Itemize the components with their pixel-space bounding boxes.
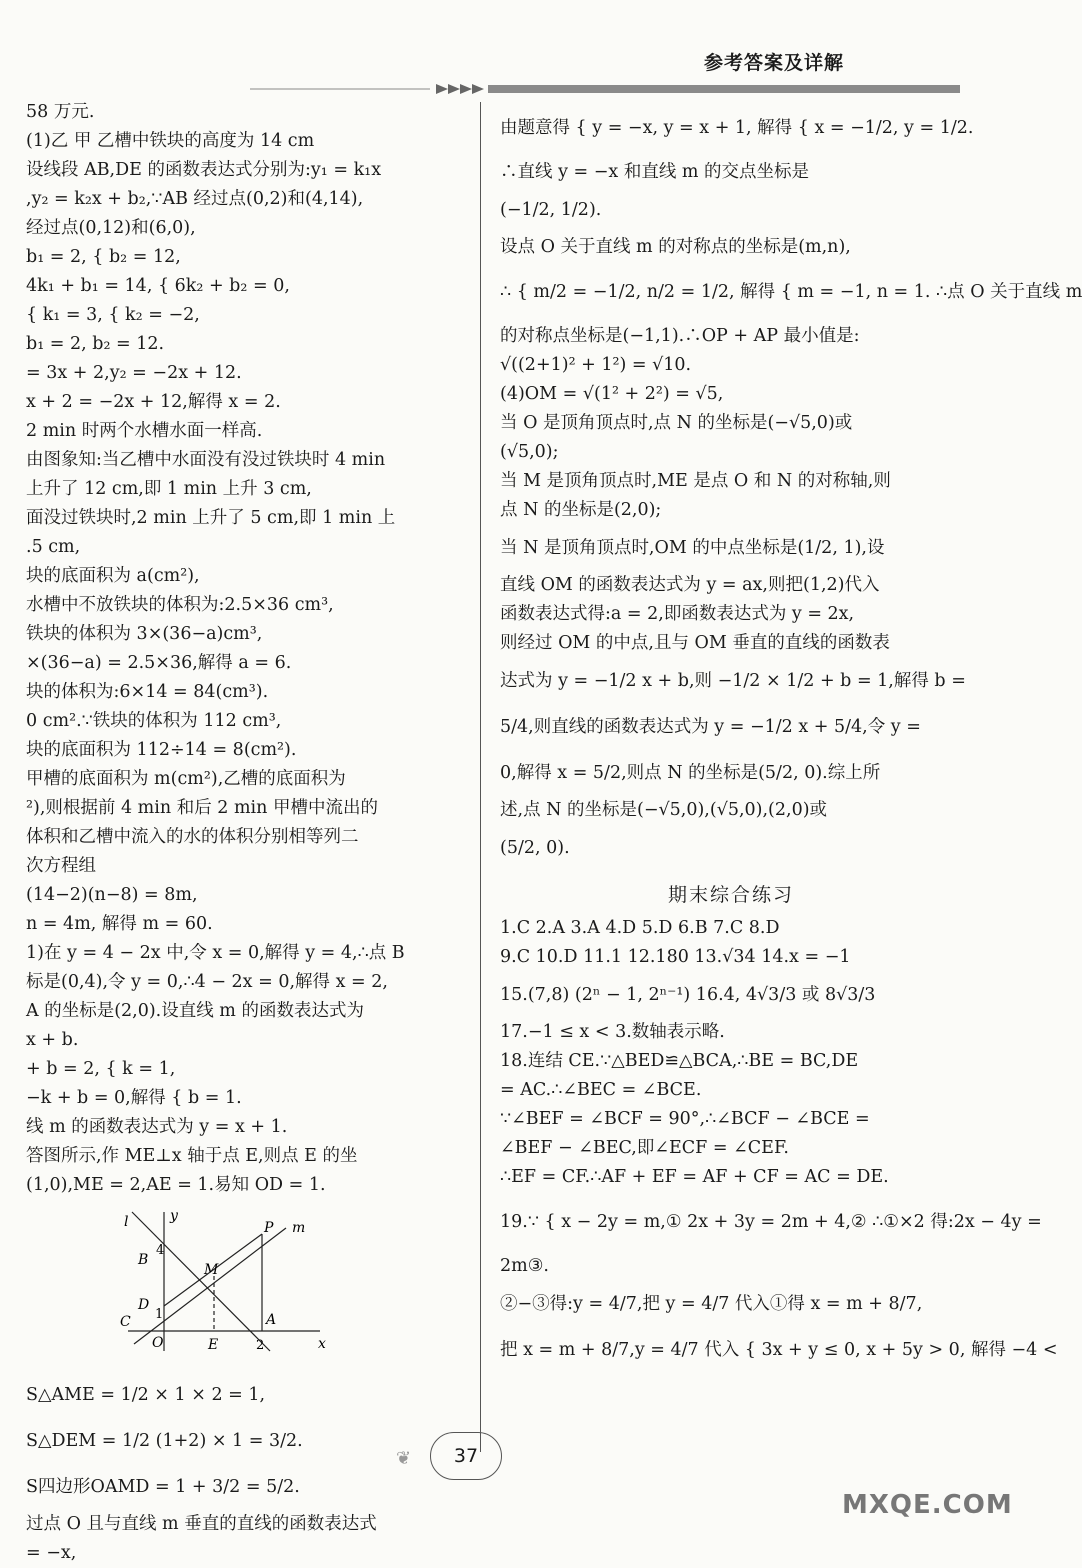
- left-lines-line: 1)在 y = 4 − 2x 中,令 x = 0,解得 y = 4,∴点 B: [26, 943, 405, 963]
- graph-label-o: O: [152, 1335, 164, 1351]
- header-decorative-rule: [250, 82, 960, 96]
- right-lines-line: 直线 OM 的函数表达式为 y = ax,则把(1,2)代入: [500, 575, 880, 595]
- right-lines-line: 函数表达式得:a = 2,即函数表达式为 y = 2x,: [500, 604, 855, 624]
- graph-label-p: P: [264, 1220, 274, 1236]
- answers-lines-line: 18.连结 CE.∵△BED≌△BCA,∴BE = BC,DE: [500, 1051, 859, 1071]
- graph-label-d: D: [138, 1297, 150, 1313]
- graph-label-l: l: [124, 1214, 129, 1230]
- right-lines-line: 5/4,则直线的函数表达式为 y = −1/2 x + 5/4,令 y =: [500, 717, 921, 737]
- left-lines-line: (14−2)(n−8) = 8m,: [26, 885, 198, 905]
- right-lines-line: 当 M 是顶角顶点时,ME 是点 O 和 N 的对称轴,则: [500, 471, 891, 491]
- right-column: [500, 98, 1082, 1373]
- left-column: [26, 98, 466, 1568]
- right-lines-line: 点 N 的坐标是(2,0);: [500, 500, 662, 520]
- right-lines-line: (4)OM = √(1² + 2²) = √5,: [500, 384, 724, 404]
- page-header-title: 参考答案及详解: [704, 52, 845, 74]
- graph-label-1: 1: [155, 1307, 164, 1322]
- right-lines-line: ∴直线 y = −x 和直线 m 的交点坐标是: [500, 162, 810, 182]
- left-lines-line: 次方程组: [26, 856, 96, 876]
- answers-lines-line: 15.(7,8) (2ⁿ − 1, 2ⁿ⁻¹) 16.4, 4√3/3 或 8√3/3: [500, 985, 876, 1005]
- graph-label-mpoint: M: [204, 1262, 219, 1278]
- left-text-block-after-graph: [26, 1372, 466, 1568]
- left-lines-line: = 3x + 2,y₂ = −2x + 12.: [26, 363, 242, 383]
- right-lines-line: 设点 O 关于直线 m 的对称点的坐标是(m,n),: [500, 237, 851, 257]
- right-lines-line: 由题意得 { y = −x, y = x + 1, 解得 { x = −1/2, y = 1/2.: [500, 118, 974, 138]
- left-lines-line: 甲槽的底面积为 m(cm²),乙槽的底面积为: [26, 769, 346, 789]
- graph-label-4: 4: [156, 1243, 165, 1258]
- right-lines-line: ∴ { m/2 = −1/2, n/2 = 1/2, 解得 { m = −1, n = 1. ∴点 O 关于直线 m: [500, 282, 1082, 302]
- answers-lines-line: 把 x = m + 8/7,y = 4/7 代入 { 3x + y ≤ 0, x + 5y > 0, 解得 −4 <: [500, 1340, 1058, 1360]
- page-number: 37: [430, 1432, 502, 1480]
- graph-label-y: y: [170, 1208, 178, 1224]
- graph-label-b: B: [138, 1252, 149, 1268]
- right-lines-line: (5/2, 0).: [500, 838, 570, 858]
- left-lines-line: ,y₂ = k₂x + b₂,∵AB 经过点(0,2)和(4,14),: [26, 189, 364, 209]
- left-lines-line: x + 2 = −2x + 12,解得 x = 2.: [26, 392, 281, 412]
- left-lines-line: b₁ = 2, { b₂ = 12,: [26, 247, 181, 267]
- answers-lines-line: 9.C 10.D 11.1 12.180 13.√34 14.x = −1: [500, 947, 851, 967]
- graph-label-x: x: [318, 1336, 326, 1352]
- right-lines-line: 当 O 是顶角顶点时,点 N 的坐标是(−√5,0)或: [500, 413, 853, 433]
- right-lines-line: (−1/2, 1/2).: [500, 200, 602, 220]
- left-lines-line: 答图所示,作 ME⊥x 轴于点 E,则点 E 的坐: [26, 1146, 358, 1166]
- left-lines-after-line: S四边形OAMD = 1 + 3/2 = 5/2.: [26, 1477, 300, 1497]
- graph-label-m: m: [292, 1220, 306, 1236]
- left-lines-line: 58 万元.: [26, 102, 95, 122]
- answers-lines-line: 1.C 2.A 3.A 4.D 5.D 6.B 7.C 8.D: [500, 918, 780, 938]
- coordinate-graph: [120, 1206, 330, 1356]
- left-lines-line: x + b.: [26, 1030, 79, 1050]
- right-lines-line: 0,解得 x = 5/2,则点 N 的坐标是(5/2, 0).综上所: [500, 763, 881, 783]
- left-lines-line: + b = 2, { k = 1,: [26, 1059, 176, 1079]
- left-lines-line: (1)乙 甲 乙槽中铁块的高度为 14 cm: [26, 131, 315, 151]
- left-lines-line: 4k₁ + b₁ = 14, { 6k₂ + b₂ = 0,: [26, 276, 290, 296]
- answers-lines-line: ②−③得:y = 4/7,把 y = 4/7 代入①得 x = m + 8/7,: [500, 1294, 923, 1314]
- left-lines-after-line: = −x,: [26, 1543, 77, 1563]
- left-lines-line: 2 min 时两个水槽水面一样高.: [26, 421, 263, 441]
- left-lines-after-line: 过点 O 且与直线 m 垂直的直线的函数表达式: [26, 1514, 377, 1534]
- decorative-flourish-icon: ❦: [396, 1448, 412, 1469]
- column-divider: [480, 102, 481, 1452]
- answers-lines-line: ∵∠BEF = ∠BCF = 90°,∴∠BCF − ∠BCE =: [500, 1109, 870, 1129]
- right-lines-line: √((2+1)² + 1²) = √10.: [500, 355, 692, 375]
- left-lines-line: { k₁ = 3, { k₂ = −2,: [26, 305, 200, 325]
- left-lines-line: n = 4m, 解得 m = 60.: [26, 914, 213, 934]
- graph-label-2: 2: [256, 1338, 265, 1353]
- left-lines-line: 水槽中不放铁块的体积为:2.5×36 cm³,: [26, 595, 334, 615]
- answers-block: [500, 914, 1058, 1373]
- left-lines-line: 体积和乙槽中流入的水的体积分别相等列二: [26, 827, 359, 847]
- left-lines-line: .5 cm,: [26, 537, 81, 557]
- left-lines-line: 线 m 的函数表达式为 y = x + 1.: [26, 1117, 288, 1137]
- left-lines-line: ²),则根据前 4 min 和后 2 min 甲槽中流出的: [26, 798, 378, 818]
- left-lines-line: (1,0),ME = 2,AE = 1.易知 OD = 1.: [26, 1175, 326, 1195]
- graph-label-a: A: [266, 1312, 277, 1328]
- section-title: 期末综合练习: [667, 884, 794, 906]
- right-lines-line: 当 N 是顶角顶点时,OM 的中点坐标是(1/2, 1),设: [500, 538, 885, 558]
- left-lines-line: 铁块的体积为 3×(36−a)cm³,: [26, 624, 263, 644]
- left-lines-line: 面没过铁块时,2 min 上升了 5 cm,即 1 min 上: [26, 508, 396, 528]
- left-lines-line: A 的坐标是(2,0).设直线 m 的函数表达式为: [26, 1001, 364, 1021]
- right-lines-line: 述,点 N 的坐标是(−√5,0),(√5,0),(2,0)或: [500, 800, 828, 820]
- left-lines-line: 标是(0,4),令 y = 0,∴4 − 2x = 0,解得 x = 2,: [26, 972, 388, 992]
- left-lines-line: 上升了 12 cm,即 1 min 上升 3 cm,: [26, 479, 312, 499]
- left-lines-line: 由图象知:当乙槽中水面没有没过铁块时 4 min: [26, 450, 386, 470]
- left-lines-line: 0 cm².∵铁块的体积为 112 cm³,: [26, 711, 282, 731]
- left-lines-line: ×(36−a) = 2.5×36,解得 a = 6.: [26, 653, 292, 673]
- answers-lines-line: ∴EF = CF.∴AF + EF = AF + CF = AC = DE.: [500, 1167, 889, 1187]
- answers-lines-line: 19.∵ { x − 2y = m,① 2x + 3y = 2m + 4,② ∴①×2 得:2x − 4y =: [500, 1212, 1042, 1232]
- left-lines-line: b₁ = 2, b₂ = 12.: [26, 334, 165, 354]
- answers-lines-line: ∠BEF − ∠BEC,即∠ECF = ∠CEF.: [500, 1138, 789, 1158]
- right-lines-line: 则经过 OM 的中点,且与 OM 垂直的直线的函数表: [500, 633, 890, 653]
- right-lines-line: 的对称点坐标是(−1,1).∴OP + AP 最小值是:: [500, 326, 860, 346]
- left-lines-after-line: S△AME = 1/2 × 1 × 2 = 1,: [26, 1385, 266, 1405]
- left-lines-after-line: S△DEM = 1/2 (1+2) × 1 = 3/2.: [26, 1431, 303, 1451]
- answers-lines-line: = AC.∴∠BEC = ∠BCE.: [500, 1080, 702, 1100]
- answers-lines-line: 17.−1 ≤ x < 3.数轴表示略.: [500, 1022, 725, 1042]
- left-lines-line: 设线段 AB,DE 的函数表达式分别为:y₁ = k₁x: [26, 160, 382, 180]
- left-lines-line: 块的底面积为 a(cm²),: [26, 566, 200, 586]
- left-text-block: [26, 98, 466, 1200]
- answers-lines-line: 2m③.: [500, 1256, 549, 1276]
- watermark-logo: MXQE.COM: [842, 1490, 1013, 1520]
- right-lines-line: (√5,0);: [500, 442, 559, 462]
- graph-label-c: C: [120, 1314, 131, 1330]
- left-lines-line: 经过点(0,12)和(6,0),: [26, 218, 196, 238]
- right-lines-line: 达式为 y = −1/2 x + b,则 −1/2 × 1/2 + b = 1,解得 b =: [500, 671, 966, 691]
- right-text-block: [500, 98, 1082, 871]
- left-lines-line: −k + b = 0,解得 { b = 1.: [26, 1088, 242, 1108]
- graph-label-e: E: [208, 1337, 219, 1353]
- left-lines-line: 块的体积为:6×14 = 84(cm³).: [26, 682, 269, 702]
- left-lines-line: 块的底面积为 112÷14 = 8(cm²).: [26, 740, 297, 760]
